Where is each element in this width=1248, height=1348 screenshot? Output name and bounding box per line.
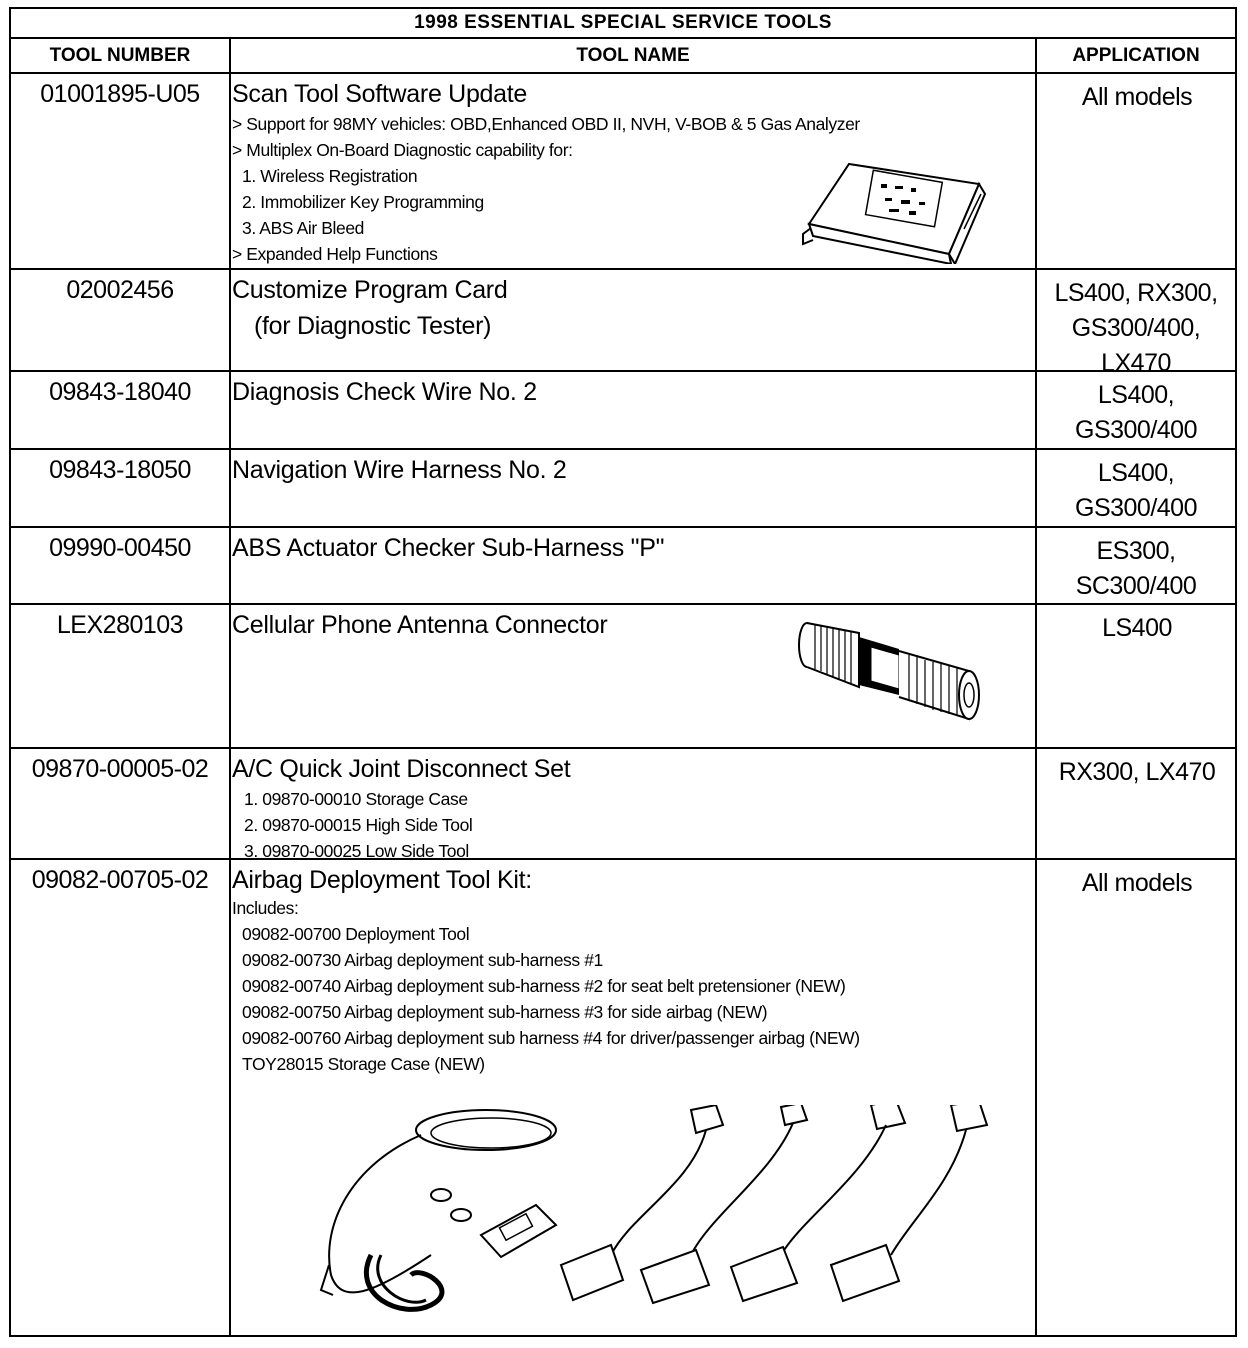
column-divider: [229, 39, 231, 1335]
detail-line: 3. 09870-00025 Low Side Tool: [244, 841, 469, 861]
tool-number: LEX280103: [56, 611, 184, 639]
tool-name-text: Customize Program Card: [232, 276, 508, 304]
tool-number: 02002456: [66, 276, 174, 304]
tool-name: [232, 866, 1032, 1077]
tool-name: ABS Actuator Checker Sub-Harness "P": [232, 534, 665, 562]
header-tool-number: TOOL NUMBER: [11, 39, 229, 74]
table-title: 1998 ESSENTIAL SPECIAL SERVICE TOOLS: [11, 9, 1235, 39]
tool-number: 09843-18040: [49, 378, 191, 406]
detail-line: Includes:: [232, 898, 299, 918]
tool-name: Diagnosis Check Wire No. 2: [232, 378, 537, 406]
detail-line: > Expanded Help Functions: [232, 244, 438, 264]
detail-line: 1. Wireless Registration: [242, 166, 418, 186]
tool-number: 09990-00450: [49, 534, 191, 562]
tool-number: 09870-00005-02: [31, 755, 209, 783]
tool-name: Cellular Phone Antenna Connector: [232, 611, 608, 639]
detail-line: 09082-00730 Airbag deployment sub-harness #1: [242, 950, 603, 970]
tool-name: [232, 755, 1032, 864]
detail-line: 09082-00700 Deployment Tool: [242, 924, 470, 944]
detail-line: 09082-00740 Airbag deployment sub-harness #2 for seat belt pretensioner (NEW): [242, 976, 846, 996]
table-row: [11, 270, 1235, 377]
application: LS400, GS300/400: [1075, 381, 1197, 444]
application: LS400, GS300/400: [1075, 459, 1197, 522]
detail-line: 2. 09870-00015 High Side Tool: [244, 815, 473, 835]
tool-name-text: A/C Quick Joint Disconnect Set: [232, 755, 571, 783]
table-row: [11, 605, 1235, 749]
detail-line: TOY28015 Storage Case (NEW): [242, 1054, 485, 1074]
scan-tool-card-illustration: [799, 154, 999, 264]
tool-name-text: Scan Tool Software Update: [232, 80, 528, 108]
tool-name: [232, 276, 1032, 341]
application: LS400, RX300, GS300/400, LX470: [1054, 279, 1218, 377]
detail-line: > Multiplex On-Board Diagnostic capability for:: [232, 140, 573, 160]
airbag-kit-illustration: [311, 1105, 1001, 1330]
table-row: [11, 450, 1235, 528]
tool-number: 01001895-U05: [40, 80, 200, 108]
table-row: [11, 528, 1235, 605]
application: LS400: [1102, 614, 1172, 642]
antenna-connector-illustration: [789, 615, 989, 725]
tool-details: [232, 786, 1032, 864]
tool-number: 09843-18050: [49, 456, 191, 484]
application: All models: [1081, 83, 1193, 111]
detail-line: 3. ABS Air Bleed: [242, 218, 365, 238]
application: All models: [1081, 869, 1193, 897]
detail-line: 09082-00750 Airbag deployment sub-harness #3 for side airbag (NEW): [242, 1002, 768, 1022]
header-tool-name: TOOL NAME: [231, 39, 1035, 74]
tool-number: 09082-00705-02: [31, 866, 209, 894]
table-row: [11, 74, 1235, 270]
header-application: APPLICATION: [1037, 39, 1235, 74]
tool-name-text: Airbag Deployment Tool Kit:: [232, 866, 532, 894]
column-divider: [1035, 39, 1037, 1335]
tool-details: [232, 895, 1032, 1077]
tool-name: Navigation Wire Harness No. 2: [232, 456, 567, 484]
detail-line: 2. Immobilizer Key Programming: [242, 192, 484, 212]
detail-line: 1. 09870-00010 Storage Case: [244, 789, 468, 809]
tools-table: [9, 7, 1237, 1337]
table-row: [11, 749, 1235, 860]
detail-line: > Support for 98MY vehicles: OBD,Enhanced OBD II, NVH, V-BOB & 5 Gas Analyzer: [232, 114, 860, 134]
application: ES300, SC300/400: [1075, 537, 1197, 600]
detail-line: 09082-00760 Airbag deployment sub harness #4 for driver/passenger airbag (NEW): [242, 1028, 860, 1048]
table-row: [11, 372, 1235, 450]
table-row: [11, 860, 1235, 1335]
application: RX300, LX470: [1058, 758, 1216, 786]
tool-name-sub: (for Diagnostic Tester): [254, 312, 492, 340]
